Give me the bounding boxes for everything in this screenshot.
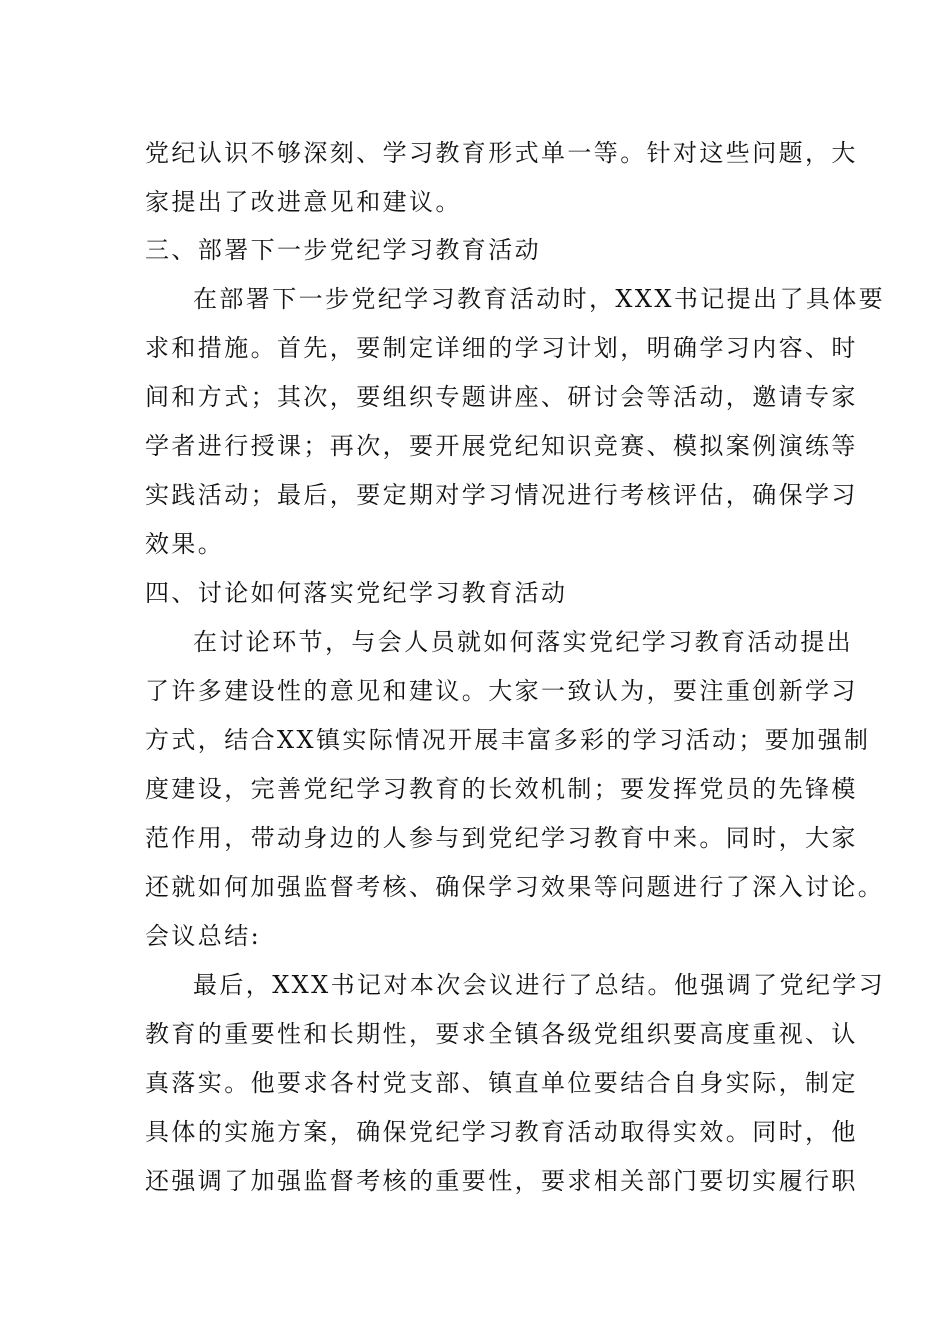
text-line: 了许多建设性的意见和建议。大家一致认为，要注重创新学习 xyxy=(145,677,858,705)
text-line: 在部署下一步党纪学习教育活动时，XXX书记提出了具体要 xyxy=(193,285,886,313)
text-line: 具体的实施方案，确保党纪学习教育活动取得实效。同时，他 xyxy=(145,1118,858,1146)
text-line: 最后，XXX书记对本次会议进行了总结。他强调了党纪学习 xyxy=(193,971,886,999)
text-line: 真落实。他要求各村党支部、镇直单位要结合自身实际，制定 xyxy=(145,1069,858,1097)
text-line: 实践活动；最后，要定期对学习情况进行考核评估，确保学习 xyxy=(145,481,858,509)
text-line: 还就如何加强监督考核、确保学习效果等问题进行了深入讨论。 xyxy=(145,873,885,901)
text-line: 效果。 xyxy=(145,530,225,558)
text-line: 教育的重要性和长期性，要求全镇各级党组织要高度重视、认 xyxy=(145,1020,858,1048)
text-line: 方式，结合XX镇实际情况开展丰富多彩的学习活动；要加强制 xyxy=(145,726,871,754)
text-line: 求和措施。首先，要制定详细的学习计划，明确学习内容、时 xyxy=(145,334,858,362)
text-line: 家提出了改进意见和建议。 xyxy=(145,188,462,216)
text-line: 党纪认识不够深刻、学习教育形式单一等。针对这些问题，大 xyxy=(145,139,858,167)
text-line: 在讨论环节，与会人员就如何落实党纪学习教育活动提出 xyxy=(193,628,853,656)
text-line: 还强调了加强监督考核的重要性，要求相关部门要切实履行职 xyxy=(145,1167,858,1195)
text-line: 范作用，带动身边的人参与到党纪学习教育中来。同时，大家 xyxy=(145,824,858,852)
text-line: 度建设，完善党纪学习教育的长效机制；要发挥党员的先锋模 xyxy=(145,775,858,803)
summary-heading: 会议总结: xyxy=(145,922,262,950)
text-line: 间和方式；其次，要组织专题讲座、研讨会等活动，邀请专家 xyxy=(145,383,858,411)
section-heading-4: 四、讨论如何落实党纪学习教育活动 xyxy=(145,579,568,607)
text-line: 学者进行授课；再次，要开展党纪知识竞赛、模拟案例演练等 xyxy=(145,432,858,460)
section-heading-3: 三、部署下一步党纪学习教育活动 xyxy=(145,236,541,264)
